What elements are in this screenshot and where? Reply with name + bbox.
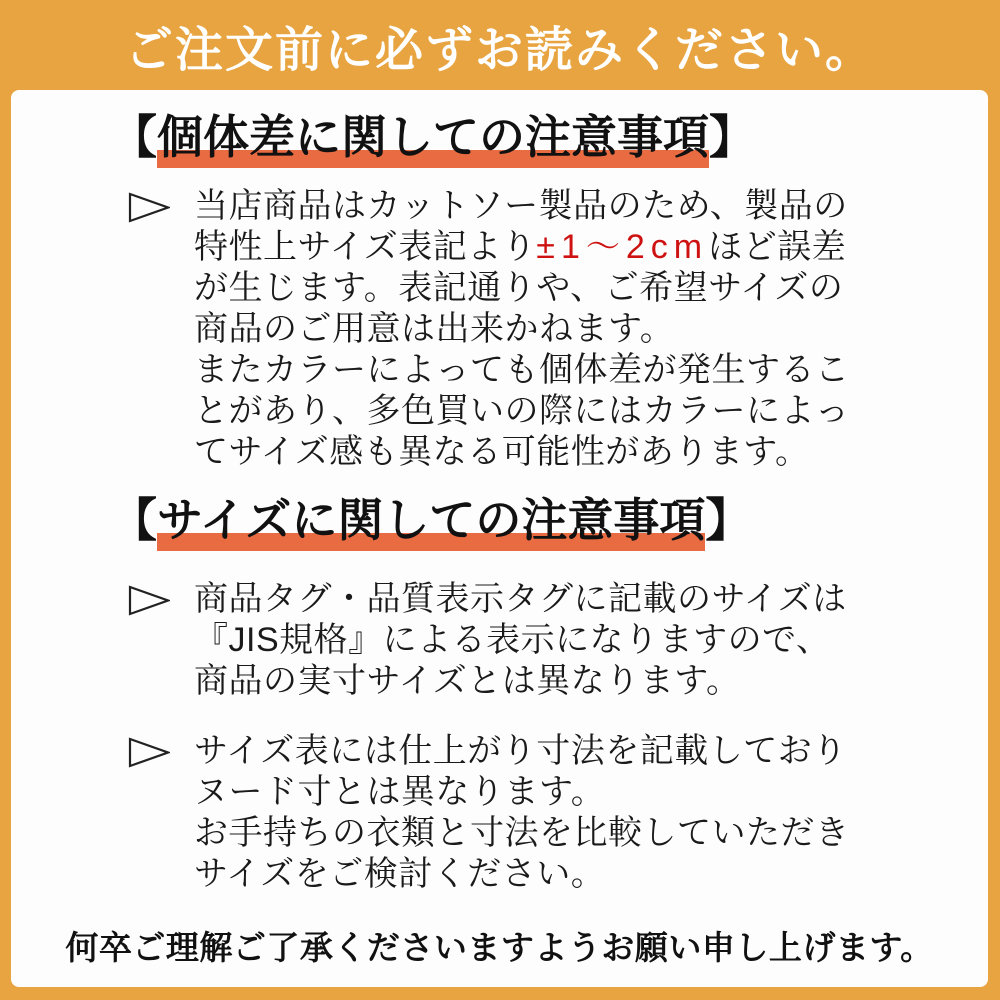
- footer-note: [11, 922, 988, 969]
- heading-bracket-close: 】: [705, 494, 752, 547]
- heading-size-notes: [111, 493, 988, 548]
- notice-text-block: [194, 186, 850, 473]
- notice-line: サイズをご検討ください。: [194, 855, 606, 894]
- notice-line: ヌード寸とは異なります。: [194, 773, 606, 812]
- notice-text-block: [194, 731, 850, 895]
- notice-line: サイズ表には仕上がり寸法を記載しており: [194, 732, 847, 771]
- line-segment: ほど誤差: [708, 228, 847, 267]
- notice-line: 商品の実寸サイズとは異なります。: [194, 662, 741, 701]
- notice-item-individual-differences: [128, 186, 988, 473]
- top-banner: [0, 0, 1000, 90]
- heading-bracket-open: 【: [111, 494, 157, 547]
- heading-highlighted-text: 個体差に関しての注意事項: [157, 111, 709, 168]
- notice-text-block: [194, 579, 847, 702]
- notice-line: 当店商品はカットソー製品のため、製品の: [194, 187, 848, 226]
- line-segment: 特性上サイズ表記より: [194, 228, 537, 267]
- notice-item-measurements: [128, 731, 988, 895]
- heading-individual-differences: [111, 110, 988, 165]
- notice-line: とがあり、多色買いの際にはカラーによっ: [194, 392, 850, 431]
- heading-bracket-open: 【: [111, 111, 157, 163]
- heading-highlighted-text: サイズに関しての注意事項: [157, 494, 705, 551]
- triangle-bullet-icon: [128, 737, 170, 768]
- notice-line: てサイズ感も異なる可能性があります。: [194, 433, 810, 472]
- notice-body: [11, 90, 988, 987]
- footer-text: 何卒ご理解ご了承くださいますようお願い申し上げます。: [65, 929, 934, 967]
- notice-line: またカラーによっても個体差が発生するこ: [194, 351, 850, 390]
- notice-line-with-emphasis: [194, 227, 850, 268]
- notice-line: 商品タグ・品質表示タグに記載のサイズは: [194, 580, 847, 619]
- heading-bracket-close: 】: [709, 111, 755, 163]
- triangle-bullet-icon: [128, 192, 170, 223]
- notice-item-tag-size: [128, 579, 988, 702]
- notice-line: 『JIS規格』による表示になりますので、: [194, 621, 831, 660]
- emphasis-red-text: ±1〜2cm: [536, 228, 709, 267]
- triangle-bullet-icon: [128, 585, 170, 616]
- banner-title: ご注文前に必ずお読みください。: [124, 23, 875, 77]
- notice-line: 商品のご用意は出来かねます。: [194, 310, 675, 349]
- notice-line: お手持ちの衣類と寸法を比較していただき: [194, 814, 850, 853]
- notice-line: が生じます。表記通りや、ご希望サイズの: [194, 269, 844, 308]
